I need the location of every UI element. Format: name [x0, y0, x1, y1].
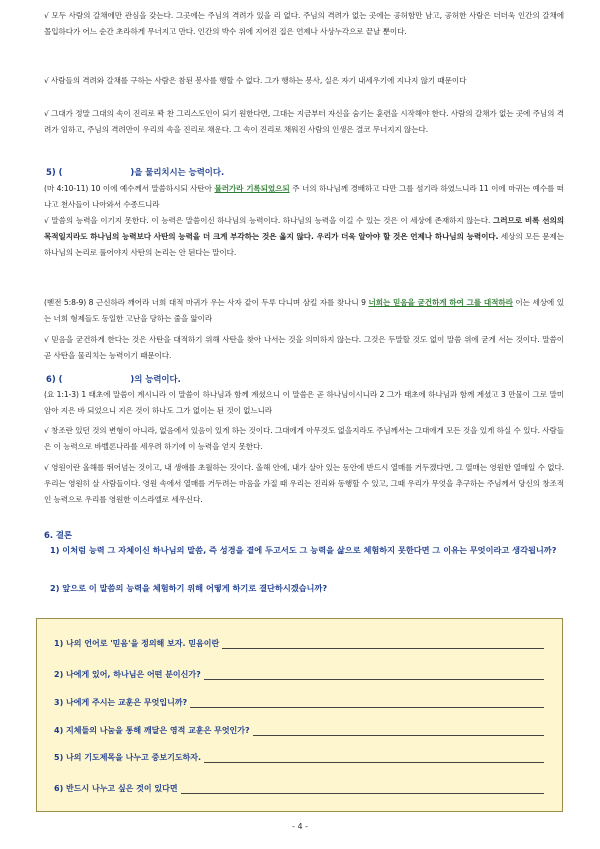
sharing-item-6: 6) 반드시 나누고 싶은 것이 있다면: [54, 783, 544, 794]
emphasis-text: 그러므로 비록 선의의 목적일지라도 하나님의 능력보다 사탄의 능력을 더 크게 부각하는 것은 옳지 않다. 우리가 더욱 알아야 할 것은 언제나 하나님의 능력이다.: [44, 216, 564, 242]
answer-line[interactable]: [204, 671, 544, 680]
conclusion-title: 6. 결론: [44, 530, 73, 540]
sharing-item-3: 3) 나에게 주시는 교훈은 무엇입니까?: [54, 697, 544, 708]
paragraph-hiding: √ 그대가 정말 그대의 속이 진리로 꽉 찬 그리스도인이 되기 원한다면, 그대는 지금부터 자신을 숨기는 훈련을 시작해야 한다. 사람의 갈채가 없는 곳에 주님의 격려가 임하고, 주님의 격려만이 우리의 속을 진리로 채운다. 그 속이 진리로 채워진 사람의 인생은 결코 무너지지 않는다.: [44, 109, 564, 135]
section5-paragraph-faith: √ 믿음을 굳건하게 한다는 것은 사탄을 대적하기 위해 사탄을 찾아 나서는 것을 의미하지 않는다. 그것은 두말할 것도 없이 말씀 위에 굳게 서는 것이다. 말씀이 곧 사탄을 물리치는 능력이기 때문이다.: [44, 335, 564, 361]
section6-paragraph-creation: √ 창조란 있던 것의 변형이 아니라, 없음에서 있음이 있게 하는 것이다. 그대에게 아무것도 없을지라도 주님께서는 그대에게 모든 것을 있게 하실 수 있다. 사람들은 이 능력으로 바벨론나라를 세우려 하기에 이 능력을 얻지 못한다.: [44, 426, 564, 452]
section6-heading: 6) ( )의 능력이다.: [46, 374, 181, 384]
section5-verse-matthew: (마 4:10-11) 10 이에 예수께서 말씀하시되 사탄아 물러가라 기록되었으되 주 너의 하나님께 경배하고 다만 그를 섬기라 하였느니라 11 이에 마귀는 예수를 떠나고 천사들이 나아와서 수종드니라: [44, 184, 564, 210]
sharing-item-2: 2) 나에게 있어, 하나님은 어떤 분이신가?: [54, 669, 544, 680]
answer-line[interactable]: [253, 727, 544, 736]
sharing-item-4: 4) 지체들의 나눔을 통해 깨달은 영적 교훈은 무엇인가?: [54, 725, 544, 736]
verse-highlight: 물러가라 기록되었으되: [214, 184, 290, 193]
answer-line[interactable]: [222, 640, 544, 649]
page-number: - 4 -: [292, 822, 308, 831]
section6-verse-john: (요 1:1-3) 1 태초에 말씀이 계시니라 이 말씀이 하나님과 함께 계셨으니 이 말씀은 곧 하나님이시니라 2 그가 태초에 하나님과 함께 계셨고 3 만물이 그로 말미암아 지은 바 되었으니 지은 것이 하나도 그가 없이는 된 것이 없느니라: [44, 390, 564, 416]
section5-verse-peter: (벧전 5:8-9) 8 근신하라 깨어라 너희 대적 마귀가 우는 사자 같이 두루 다니며 삼킬 자를 찾나니 9 너희는 믿음을 굳건하게 하여 그를 대적하라 이는 세상에 있는 너희 형제들도 동일한 고난을 당하는 줄을 앎이라: [44, 298, 564, 324]
verse-highlight: 너희는 믿음을 굳건하게 하여 그를 대적하라: [368, 298, 513, 307]
conclusion-question-1: 1) 이처럼 능력 그 자체이신 하나님의 말씀, 즉 성경을 곁에 두고서도 그 능력을 삶으로 체험하지 못한다면 그 이유는 무엇이라고 생각됩니까?: [50, 545, 557, 555]
section6-paragraph-eternity: √ 영원이란 올해를 뛰어넘는 것이고, 내 생애를 초월하는 것이다. 올해 안에, 내가 살아 있는 동안에 반드시 열매를 거두겠다면, 그 열매는 영원한 열매일 수 없다. 우리는 영원히 살 사람들이다. 영원 속에서 열매를 거두려는 마음을 가질 때 우리는 진리와 동행할 수 있고, 그때 우리가 무엇을 추구하는 주님께서 당신의 창조적인 능력으로 우리를 영원한 이스라엘로 세우신다.: [44, 463, 564, 505]
sharing-item-1: 1) 나의 언어로 '믿음'을 정의해 보자. 믿음이란: [54, 638, 544, 649]
section5-paragraph-word-power: √ 말씀의 능력을 이기지 못한다. 이 능력은 말씀이신 하나님의 능력이다. 하나님의 능력을 이길 수 있는 것은 이 세상에 존재하지 않는다. 그러므로 비록 선의의 목적일지라도 하나님의 능력보다 사탄의 능력을 더 크게 부각하는 것은 옳지 않다. 우리가 더욱 알아야 할 것은 언제나 하나님의 능력이다. 세상의 모든 문제는 하나님의 논리로 풀어야지 사탄의 논리는 안 된다는 말이다.: [44, 216, 565, 258]
answer-line[interactable]: [181, 785, 544, 794]
paragraph-applause: √ 모두 사람의 갈채에만 관심을 갖는다. 그곳에는 주님의 격려가 있을 리 없다. 주님의 격려가 없는 곳에는 공허함만 남고, 공허한 사람은 더더욱 인간의 갈채에 몰입하다가 어느 순간 초라하게 무너지고 만다. 인간의 박수 위에 지어진 집은 언제나 사상누각으로 끝날 뿐이다.: [44, 11, 564, 37]
answer-line[interactable]: [190, 699, 544, 708]
sharing-box: [36, 618, 563, 812]
answer-line[interactable]: [204, 754, 544, 763]
paragraph-service: √ 사람들의 격려와 갈채를 구하는 사람은 참된 봉사를 행할 수 없다. 그가 행하는 봉사, 실은 자기 내세우기에 지나지 않기 때문이다: [44, 76, 467, 85]
sharing-item-5: 5) 나의 기도제목을 나누고 중보기도하자.: [54, 752, 544, 763]
conclusion-question-2: 2) 앞으로 이 말씀의 능력을 체험하기 위해 어떻게 하기로 결단하시겠습니까?: [50, 583, 328, 593]
section5-heading: 5) ( )을 물리치시는 능력이다.: [46, 167, 225, 177]
